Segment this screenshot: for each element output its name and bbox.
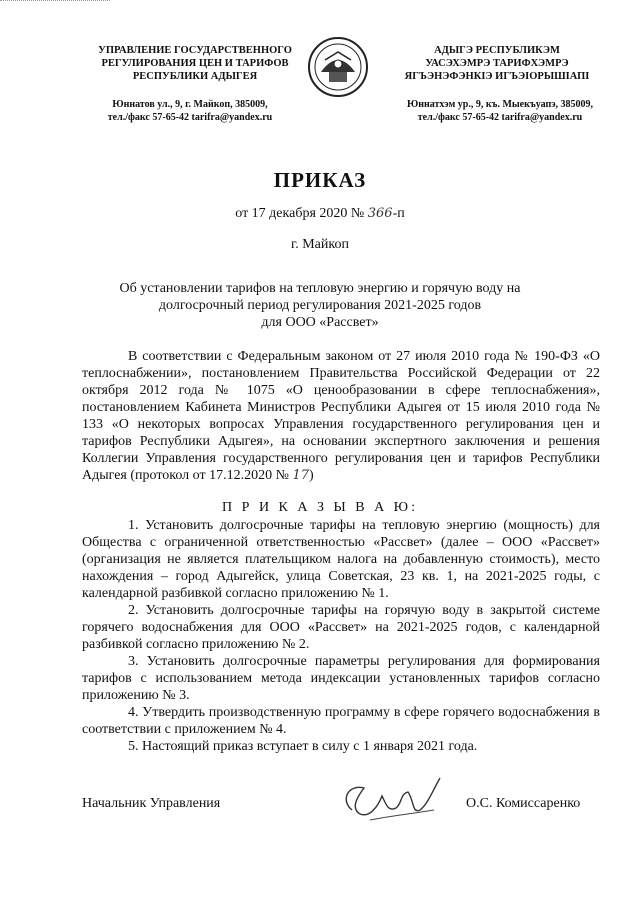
date-prefix: от 17 декабря 2020 № — [235, 206, 368, 221]
left-org-line: РЕГУЛИРОВАНИЯ ЦЕН И ТАРИФОВ — [101, 58, 289, 69]
signatory-name: О.С. Комиссаренко — [466, 796, 581, 811]
signatory-position: Начальник Управления — [82, 796, 221, 811]
contact-line: тел./факс 57-65-42 tarifra@yandex.ru — [107, 112, 273, 123]
handwritten-protocol-number: 17 — [292, 468, 309, 483]
document-title: ПРИКАЗ — [273, 168, 367, 192]
right-org-name — [392, 44, 602, 83]
preamble-end: ) — [308, 468, 314, 483]
preamble-text: В соответствии с Федеральным законом от 27 июля 2010 года № 190-ФЗ «О теплоснабжении», постановлением Правительства Российской Федерации от 22 октября 2012 года № 1075 «О ценообразовании в сфере теплоснабжения», постановлением Кабинета Министров Республики Адыгея от 15 июля 2010 года № 133 «О некоторых вопросах Управления государственного регулирования цен и тарифов Республики Адыгея», на основании экспертного заключения и решения Коллегии Управления государственного регулирования цен и тарифов Республики Адыгея (протокол от 17.12.2020 № — [82, 349, 600, 483]
handwritten-signature — [330, 770, 460, 830]
order-date-number — [0, 206, 640, 222]
handwritten-number: 366 — [367, 206, 393, 221]
left-org-name — [90, 44, 300, 83]
order-item: 4. Утвердить производственную программу в сфере горячего водоснабжения в соответствии с приложением № 4. — [82, 705, 600, 737]
right-address — [390, 98, 610, 124]
right-org-line: УАСЭХЭМРЭ ТАРИФХЭМРЭ — [425, 58, 569, 69]
left-address — [80, 98, 300, 124]
subject-line: для ООО «Рассвет» — [261, 315, 379, 330]
address-line: Юннатов ул., 9, г. Майкоп, 385009, — [112, 99, 268, 110]
order-subject — [110, 280, 530, 331]
subject-line: долгосрочный период регулирования 2021-2025 годов — [158, 298, 482, 313]
number-suffix: -п — [392, 206, 405, 221]
preamble-paragraph — [82, 348, 600, 484]
left-org-line: УПРАВЛЕНИЕ ГОСУДАРСТВЕННОГО — [98, 45, 292, 56]
order-heading: П Р И К А З Ы В А Ю: — [222, 500, 418, 515]
adygea-coat-of-arms-icon — [307, 36, 369, 98]
address-line: Юннатхэм ур., 9, къ. Мыекъуапэ, 385009, — [406, 99, 594, 110]
right-org-line: АДЫГЭ РЕСПУБЛИКЭМ — [434, 45, 560, 56]
order-item: 5. Настоящий приказ вступает в силу с 1 января 2021 года. — [128, 739, 478, 754]
contact-line: тел./факс 57-65-42 tarifra@yandex.ru — [417, 112, 583, 123]
subject-line: Об установлении тарифов на тепловую энергию и горячую воду на — [119, 281, 521, 296]
city: г. Майкоп — [291, 237, 349, 252]
order-item: 2. Установить долгосрочные тарифы на горячую воду в закрытой системе горячего водоснабжения для ООО «Рассвет» на 2021-2025 годов, с календарной разбивкой согласно приложению № 2. — [82, 603, 600, 652]
order-items — [82, 517, 600, 755]
right-org-line: ЯГЪЭНЭФЭНКIЭ ИГЪЭIОРЫШIАПI — [404, 71, 590, 82]
order-item: 1. Установить долгосрочные тарифы на тепловую энергию (мощность) для Общества с ограниченной ответственностью «Рассвет» (далее – ООО «Рассвет» (организация не является плательщиком налога на добавленную стоимость), место нахождения – город Адыгейск, улица Советская, 23 кв. 1, на 2021-2025 годы, с календарной разбивкой согласно приложению № 1. — [82, 518, 600, 601]
left-org-line: РЕСПУБЛИКИ АДЫГЕЯ — [132, 71, 258, 82]
order-item: 3. Установить долгосрочные параметры регулирования для формирования тарифов с использованием метода индексации установленных тарифов согласно приложению № 3. — [82, 654, 600, 703]
scan-edge-mark — [0, 0, 110, 1]
